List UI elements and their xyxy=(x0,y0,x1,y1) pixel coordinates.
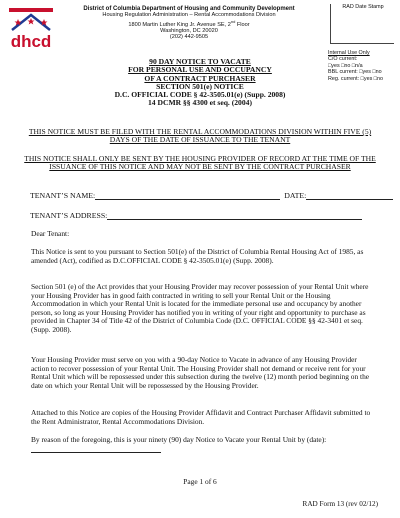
svg-text:dhcd: dhcd xyxy=(10,32,52,51)
tenant-name-input[interactable] xyxy=(95,192,280,200)
paragraph-1: This Notice is sent to you pursuant to Section 501(e) of the District of Columbia Rental Housing Act of 1985, as amended (Act), codified as D.C.OFFICIAL CODE § 42-3505.01(e) (Supp. 2008). xyxy=(31,247,364,265)
sender-notice: THIS NOTICE SHALL ONLY BE SENT BY THE HOUSING PROVIDER OF RECORD AT THE TIME OF THE ISSUANCE OF THIS NOTICE AND MAY NOT BE SENT BY THE CONTRACT PURCHASER xyxy=(24,154,376,172)
date-input[interactable] xyxy=(306,192,393,200)
dhcd-logo xyxy=(6,6,56,52)
tenant-address-row xyxy=(30,211,362,220)
internal-bbl-current[interactable]: BBL current: □yes □no xyxy=(328,69,382,76)
form-number: RAD Form 13 (rev 02/12) xyxy=(302,500,378,508)
agency-header xyxy=(64,6,314,40)
agency-phone: (202) 442-9505 xyxy=(169,34,209,41)
agency-division: Housing Regulation Administration – Rental Accommodations Division xyxy=(102,12,276,19)
vacate-date-input[interactable] xyxy=(31,445,161,453)
agency-name: District of Columbia Department of Housing and Community Development xyxy=(83,6,295,12)
internal-co-current: C/O current: xyxy=(328,56,358,63)
date-stamp-label: RAD Date Stamp xyxy=(342,4,384,10)
internal-reg-current[interactable]: Reg. current: □yes □no xyxy=(328,75,384,82)
tenant-address-input[interactable] xyxy=(107,212,362,220)
date-stamp-box xyxy=(330,4,394,44)
paragraph-5: By reason of the foregoing, this is your ninety (90) day Notice to Vacate your Rental Unit by (date): xyxy=(31,436,376,455)
tenant-name-row xyxy=(30,191,393,200)
page-number: Page 1 of 6 xyxy=(183,477,217,486)
agency-address: 1800 Martin Luther King Jr. Avenue SE, 2nd Floor xyxy=(128,18,250,28)
tenant-name-label: TENANT’S NAME: xyxy=(30,191,96,200)
paragraph-4: Attached to this Notice are copies of the Housing Provider Affidavit and Contract Purchaser Affidavit submitted to the Rent Administrator, Rental Accommodations Division. xyxy=(31,408,371,426)
internal-co-options[interactable]: □yes □no □n/a xyxy=(328,62,363,69)
salutation: Dear Tenant: xyxy=(31,229,70,238)
agency-city: Washington, DC 20020 xyxy=(160,27,218,34)
filing-notice: THIS NOTICE MUST BE FILED WITH THE RENTAL ACCOMMODATIONS DIVISION WITHIN FIVE (5) DAYS OF THE DATE OF ISSUANCE TO THE TENANT xyxy=(28,127,372,145)
tenant-address-label: TENANT’S ADDRESS: xyxy=(30,211,108,220)
paragraph-3: Your Housing Provider must serve on you with a 90-day Notice to Vacate in advance of any Housing Provider action to recover possession of your Rental Unit. The Housing Provider shall not demand or receive rent for your Rental Unit which will be repossessed under this subsection during the twelve (12) month period beginning on the date on which your Rental Unit will be repossessed by the Housing Provider. xyxy=(31,355,370,390)
paragraph-2: Section 501 (e) of the Act provides that your Housing Provider may recover possession of your Rental Unit where your Housing Provider has in good faith contracted in writing to sell your Rental Unit or the Housing Accommodation in which your Rental Unit is located for the immediate personal use and occupancy by another person, so long as your Housing Provider has notified you in writing of your right and opportunity to purchase as provided in Chapter 34 of Title 42 of the District of Columbia Code (D.C. OFFICIAL CODE §§ 42-3401 et seq. (Supp. 2008). xyxy=(31,282,369,334)
document-title: 90 DAY NOTICE TO VACATE FOR PERSONAL USE AND OCCUPANCY OF A CONTRACT PURCHASER SECTION 501(e) NOTICE D.C. OFFICIAL CODE § 42-3505.01(e) (Supp. 2008) 14 DCMR §§ 4300 et seq. (2004) xyxy=(114,57,286,108)
internal-use-heading: Internal Use Only xyxy=(328,50,370,56)
date-label: DATE: xyxy=(284,191,307,200)
house-icon xyxy=(9,8,53,30)
